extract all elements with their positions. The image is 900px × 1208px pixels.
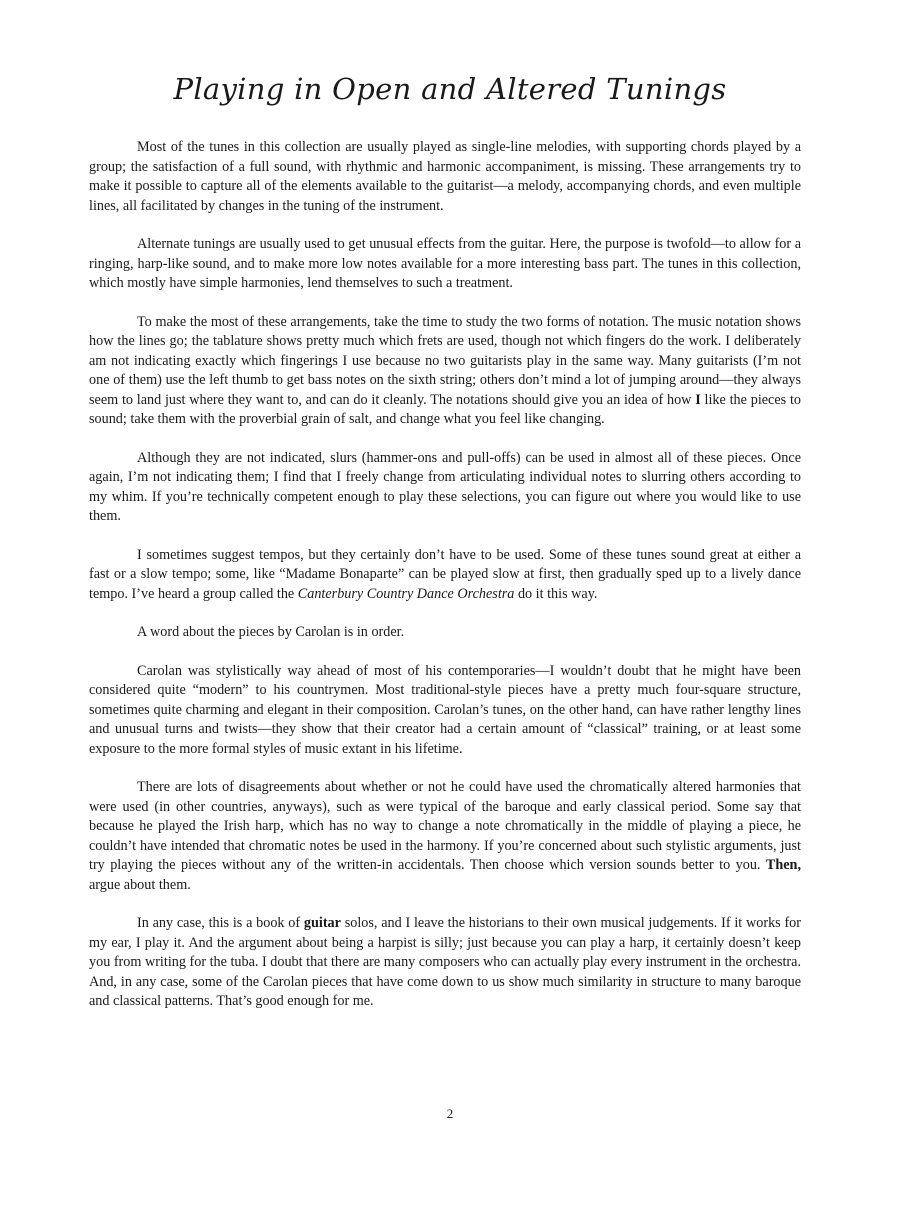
paragraph-guitar-solos [89, 914, 801, 1012]
bold-text: I [695, 391, 701, 408]
paragraph-carolan-style: Carolan was stylistically way ahead of most of his contemporaries—I wouldn’t doubt that he might have been considered quite “modern” to his countrymen. Most traditional-style pieces have a pretty much four-square structure, sometimes quite charming and elegant in their composition. Carolan’s tunes, on the other hand, can have rather lengthy lines and unusual turns and twists—they show that their creator had a certain amount of “classical” training, or at least some exposure to the more formal styles of music extant in his lifetime. [89, 662, 801, 757]
paragraph-notation [89, 313, 801, 430]
paragraph-intro: Most of the tunes in this collection are usually played as single-line melodies, with supporting chords played by a group; the satisfaction of a full sound, with rhythmic and harmonic accompaniment, is missing. These arrangements try to make it possible to capture all of the elements available to the guitarist—a melody, accompanying chords, and even multiple lines, all facilitated by changes in the tuning of the instrument. [89, 139, 801, 214]
text-run: like the pieces to sound; take them with the proverbial grain of salt, and change what you feel like changing. [89, 391, 802, 427]
body-text [89, 138, 801, 1031]
text-run: do it this way. [514, 585, 598, 602]
italic-text: Canterbury Country Dance Orchestra [297, 585, 515, 602]
text-run: I sometimes suggest tempos, but they certainly don’t have to be used. Some of these tunes sound great at either a fast or a slow tempo; some, like “Madame Bonaparte” can be played slow at first, then gradually sped up to a lively dance tempo. I’ve heard a group called the [89, 546, 801, 602]
text-run: In any case, this is a book of [137, 915, 304, 931]
text-run: solos, and I leave the historians to their own musical judgements. If it works for my ear, I play it. And the argument about being a harpist is silly; just because you can play a harp, it certainly doesn’t keep you from writing for the tuba. I doubt that there are many composers who can actually play every instrument in the orchestra. And, in any case, some of the Carolan pieces that have come down to us show much similarity in structure to many baroque and classical patterns. That’s good enough for me. [89, 915, 802, 1009]
text-run: There are lots of disagreements about whether or not he could have used the chromatically altered harmonies that were used (in other countries, anyways), such as were typical of the baroque and early classical period. Some say that because he played the Irish harp, which has no way to change a note chromatically in the middle of playing a piece, he couldn’t have intended that chromatic notes be used in the harmony. If you’re concerned about such stylistic arguments, just try playing the pieces without any of the written-in accidentals. Then choose which version sounds better to you. [89, 779, 801, 873]
page-number: 2 [446, 1106, 454, 1121]
text-run: argue about them. [89, 876, 191, 893]
bold-text: guitar [303, 915, 341, 931]
paragraph-alternate-tunings: Alternate tunings are usually used to get unusual effects from the guitar. Here, the purpose is twofold—to allow for a ringing, harp-like sound, and to make more low notes available for a more interesting bass part. The tunes in this collection, which mostly have simple harmonies, lend themselves to such a treatment. [89, 236, 801, 291]
paragraph-chromatic [89, 778, 801, 895]
text-run: To make the most of these arrangements, take the time to study the two forms of notation. The music notation shows how the lines go; the tablature shows pretty much which frets are used, though not which fingers do the work. I deliberately am not indicating exactly which fingerings I use because no two guitarists play in the same way. Many guitarists (I’m not one of them) use the left thumb to get bass notes on the sixth string; others don’t mind a lot of jumping around—they always seem to land just where they want to, and can do it cleanly. The notations should give you an idea of how [89, 313, 801, 408]
paragraph-slurs: Although they are not indicated, slurs (hammer-ons and pull-offs) can be used in almost all of these pieces. Once again, I’m not indicating them; I find that I freely change from articulating individual notes to slurring others according to my whim. If you’re technically competent enough to play these selections, you can figure out where you would like to use them. [89, 449, 801, 524]
bold-text: Then, [765, 857, 801, 873]
page-title: Playing in Open and Altered Tunings [173, 72, 727, 106]
paragraph-tempos [89, 546, 801, 605]
paragraph-carolan-intro: A word about the pieces by Carolan is in order. [137, 624, 405, 640]
